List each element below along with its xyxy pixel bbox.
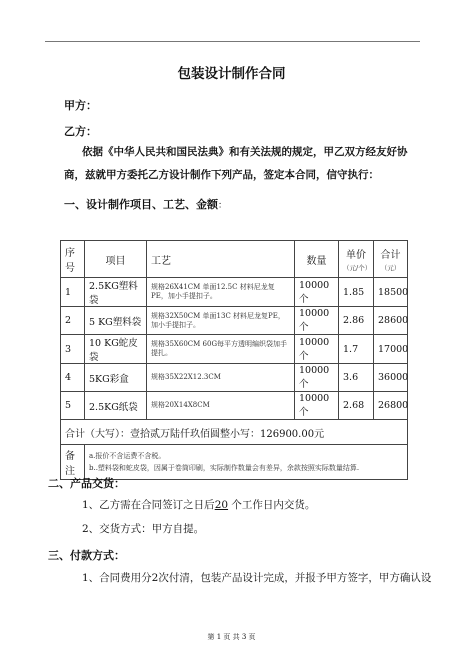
party-a-label: 甲方：: [64, 99, 97, 112]
table-row: [61, 278, 408, 307]
row-price: 2.68: [339, 392, 374, 420]
row-total: 18500: [374, 278, 408, 307]
header-item: 项目: [85, 241, 147, 278]
row-no: 3: [61, 335, 85, 364]
table-header-row: [61, 241, 408, 278]
row-qty: 10000个: [295, 278, 339, 307]
section-2-title: 二、产品交货：: [48, 477, 125, 490]
row-price: 2.86: [339, 307, 374, 335]
row-no: 4: [61, 364, 85, 392]
header-qty: 数量: [295, 241, 339, 278]
note-item: a.报价不含运费不含税。: [89, 452, 166, 460]
row-process: 规格32X50CM 单面13C 材料尼龙复PE，加小手提扣子。: [147, 307, 295, 335]
row-item: 5KG彩盒: [85, 364, 147, 392]
page-title: 包装设计制作合同: [177, 66, 286, 82]
row-process: 规格26X41CM 单面12.5C 材料尼龙复PE，加小手提扣子。: [147, 278, 295, 307]
section-1-title: 一、设计制作项目、工艺、金额: [64, 198, 218, 211]
row-no: 2: [61, 307, 85, 335]
header-total: 合计: [380, 250, 401, 261]
row-qty: 10000个: [295, 307, 339, 335]
table-row: [61, 392, 408, 420]
row-qty: 10000个: [295, 392, 339, 420]
section-3-title: 三、付款方式：: [48, 549, 125, 562]
row-process: 规格35X60CM 60G每平方透明编织袋加手提扎。: [147, 335, 295, 364]
row-no: 1: [61, 278, 85, 307]
items-table: [60, 240, 408, 480]
header-total-unit: （元）: [380, 264, 401, 272]
row-item: 5 KG塑料袋: [85, 307, 147, 335]
row-price: 1.7: [339, 335, 374, 364]
delivery-line-1-post: 个工作日内交货。: [228, 499, 316, 511]
row-no: 5: [61, 392, 85, 420]
row-price: 1.85: [339, 278, 374, 307]
row-total: 26800: [374, 392, 408, 420]
delivery-line-1: [82, 497, 315, 512]
row-qty: 10000个: [295, 364, 339, 392]
table-row: [61, 335, 408, 364]
section-1-heading: [64, 196, 227, 212]
row-price: 3.6: [339, 364, 374, 392]
header-price: 单价: [346, 250, 366, 261]
delivery-line-1-pre: 1、乙方需在合同签订之日后: [82, 499, 215, 511]
row-qty: 10000个: [295, 335, 339, 364]
delivery-days: 20: [214, 499, 229, 511]
row-total: 28600: [374, 307, 408, 335]
header-total-cell: [374, 241, 408, 278]
note-item: b..塑料袋和蛇皮袋，因属于卷筒印刷，实际制作数量会有差异，余款按照实际数量结算.: [89, 464, 360, 472]
header-process: 工艺: [147, 241, 295, 278]
header-no: 序号: [61, 241, 85, 278]
row-total: 17000: [374, 335, 408, 364]
total-amount: 合计（大写）：壹拾贰万陆仟玖佰圆整小写：126900.00元: [61, 420, 408, 445]
page-footer: 第 1 页 共 3 页: [207, 633, 256, 641]
header-price-unit: （元/个）: [343, 264, 372, 272]
intro-line-1: 依据《中华人民共和国民法典》和有关法规的规定，甲乙双方经友好协: [82, 146, 408, 158]
party-b-label: 乙方：: [64, 125, 97, 138]
row-total: 36000: [374, 364, 408, 392]
row-process: 规格20X14X8CM: [147, 392, 295, 420]
table-total-row: [61, 420, 408, 445]
section-1-colon: ：: [218, 201, 228, 211]
header-rule: [45, 41, 420, 42]
row-process: 规格35X22X12.3CM: [147, 364, 295, 392]
notes-content: [85, 445, 408, 480]
table-row: [61, 307, 408, 335]
table-row: [61, 364, 408, 392]
intro-line-2: 商，兹就甲方委托乙方设计制作下列产品，签定本合同，信守执行：: [64, 169, 379, 181]
row-item: 2.5KG塑料袋: [85, 278, 147, 307]
row-item: 10 KG蛇皮袋: [85, 335, 147, 364]
notes-label: 备注: [61, 445, 85, 480]
header-price-cell: [339, 241, 374, 278]
row-item: 2.5KG纸袋: [85, 392, 147, 420]
payment-line-1: 1、合同费用分2次付清，包装产品设计完成，并报予甲方签字，甲方确认设: [82, 572, 432, 584]
delivery-line-2: 2、交货方式：甲方自提。: [82, 523, 205, 535]
